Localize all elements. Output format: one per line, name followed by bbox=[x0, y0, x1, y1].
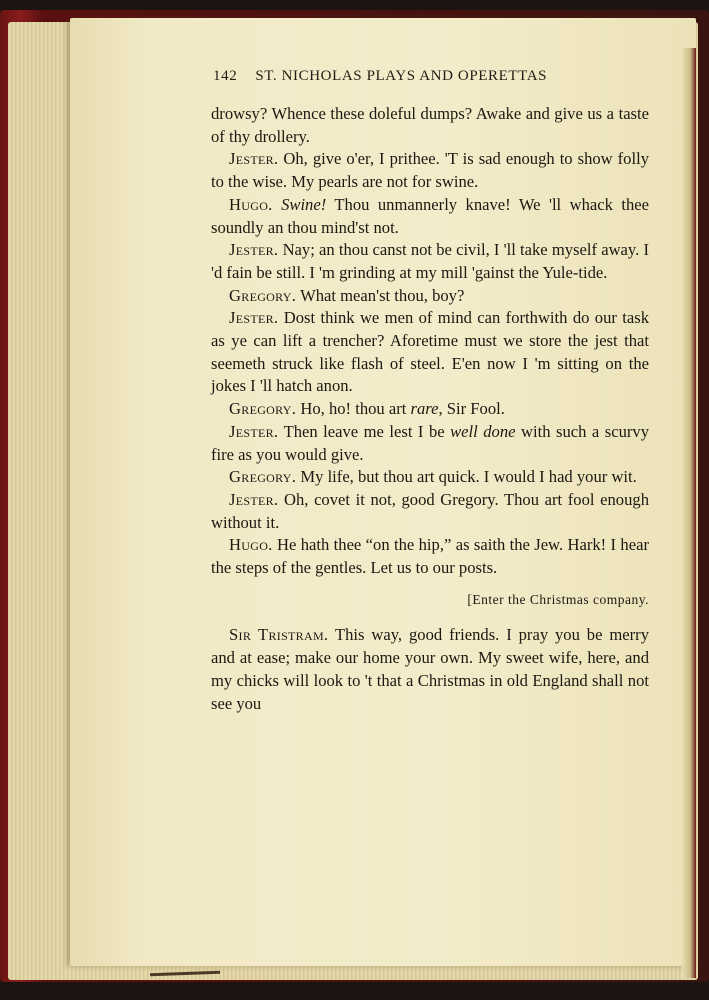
speaker-name: Gregory. bbox=[229, 399, 297, 419]
page-edge bbox=[682, 48, 696, 978]
speech bbox=[211, 466, 649, 489]
speech bbox=[211, 421, 649, 466]
speech-text: with such a scurvy fire as you would give. bbox=[211, 421, 649, 464]
speaker-name: Gregory. bbox=[229, 285, 297, 305]
speech bbox=[211, 285, 649, 308]
speech-text: Oh, give o'er, I prithee. 'T is sad enough to show folly to the wise. My pearls are not for swine. bbox=[211, 149, 649, 192]
line-text: drowsy? Whence these doleful dumps? Awake and give us a taste of thy drollery. bbox=[211, 104, 649, 146]
speech bbox=[211, 398, 649, 421]
speech-text: What mean'st thou, boy? bbox=[296, 285, 465, 305]
speech-text: Ho, ho! thou art bbox=[296, 399, 411, 419]
speaker-name: Jester. bbox=[229, 421, 279, 441]
speech-text: Oh, covet it not, good Gregory. Thou art fool enough without it. bbox=[211, 489, 649, 532]
speaker-name: Hugo. bbox=[229, 194, 273, 214]
running-title: ST. NICHOLAS PLAYS AND OPERETTAS bbox=[255, 68, 548, 84]
speech-italic: Swine! bbox=[281, 194, 327, 214]
speaker-name: Jester. bbox=[229, 489, 279, 509]
speech bbox=[211, 624, 649, 715]
speech bbox=[211, 194, 649, 239]
paragraph bbox=[211, 103, 649, 148]
speaker-name: Jester. bbox=[229, 149, 279, 169]
speech-italic: well done bbox=[450, 421, 516, 441]
speaker-name: Gregory. bbox=[229, 467, 297, 487]
speaker-name: Hugo. bbox=[229, 535, 273, 555]
speech-text: He hath thee “on the hip,” as saith the Jew. Hark! I hear the steps of the gentles. Let us to our posts. bbox=[211, 535, 649, 578]
speaker-name: Jester. bbox=[229, 240, 279, 260]
stage-direction: [Enter the Christmas company. bbox=[467, 591, 649, 607]
speaker-name: Jester. bbox=[229, 308, 279, 328]
speech bbox=[211, 489, 649, 534]
speech bbox=[211, 307, 649, 398]
speech-italic: rare bbox=[410, 399, 439, 419]
speech-text: This way, good friends. I pray you be merry and at ease; make our home your own. My sweet wife, here, and my chicks will look to 't that a Christmas in old England shall not see you bbox=[211, 625, 649, 713]
speech bbox=[211, 239, 649, 284]
speech-text: , Sir Fool. bbox=[438, 399, 505, 419]
play-text bbox=[211, 103, 649, 715]
speech bbox=[211, 148, 649, 193]
speaker-name: Sir Tristram. bbox=[229, 625, 329, 645]
speech-text: Nay; an thou canst not be civil, I 'll take myself away. I 'd fain be still. I 'm grinding at my mill 'gainst the Yule-tide. bbox=[211, 240, 649, 282]
speech-text: Dost think we men of mind can forthwith do our task as ye can lift a trencher? Aforetime must we store the jest that seemeth struck like flash of steel. E'en now I 'm sitting on the jokes I 'll hatch anon. bbox=[211, 308, 649, 396]
page-number: 142 bbox=[213, 68, 238, 84]
speech-text: My life, but thou art quick. I would I had your wit. bbox=[296, 467, 637, 487]
speech-text: Thou unmannerly knave! We 'll whack thee soundly an thou mind'st not. bbox=[211, 194, 649, 237]
running-header bbox=[213, 68, 649, 85]
speech-text: Then leave me lest I be bbox=[278, 421, 451, 441]
speech bbox=[211, 534, 649, 579]
